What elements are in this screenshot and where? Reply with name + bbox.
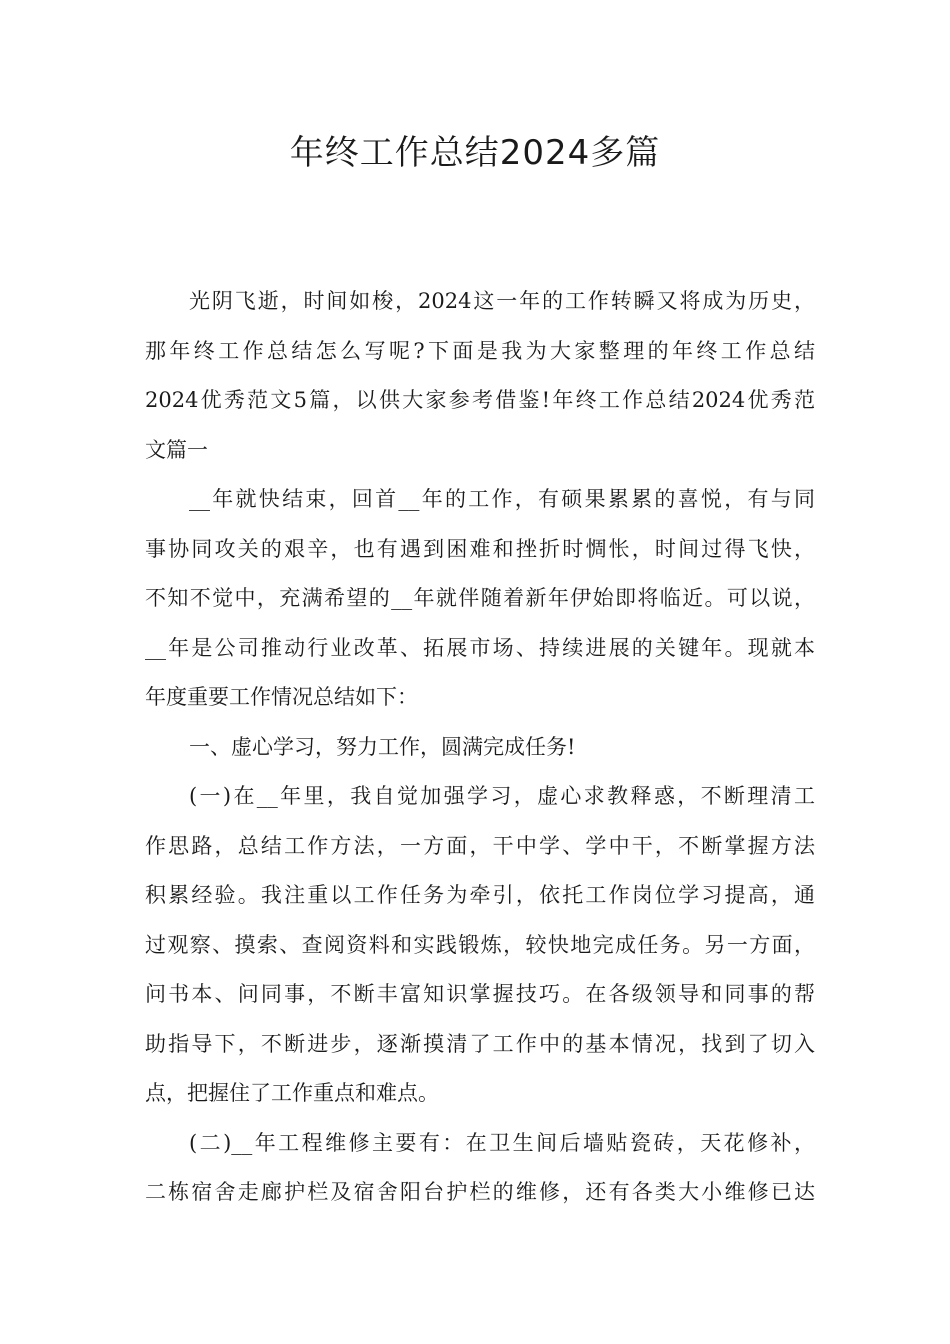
text-line: 助指导下，不断进步，逐渐摸清了工作中的基本情况，找到了切入 [145, 1031, 815, 1056]
text-line: 文篇一 [145, 437, 208, 462]
text-line: 事协同攻关的艰辛，也有遇到困难和挫折时惆怅，时间过得飞快， [145, 536, 815, 561]
text-line: 点，把握住了工作重点和难点。 [145, 1081, 439, 1105]
text-line: 那年终工作总结怎么写呢?下面是我为大家整理的年终工作总结 [145, 338, 815, 363]
document-title: 年终工作总结2024多篇 [289, 133, 661, 173]
text-line: 2024优秀范文5篇，以供大家参考借鉴!年终工作总结2024优秀范 [145, 388, 815, 412]
text-line: 作思路，总结工作方法，一方面，干中学、学中干，不断掌握方法 [145, 833, 815, 858]
text-line: 过观察、摸索、查阅资料和实践锻炼，较快地完成任务。另一方面， [145, 932, 815, 957]
text-line: __年就快结束，回首__年的工作，有硕果累累的喜悦，有与同 [189, 487, 815, 511]
text-line: (一)在__年里，我自觉加强学习，虚心求教释惑，不断理清工 [189, 784, 815, 808]
text-line: 不知不觉中，充满希望的__年就伴随着新年伊始即将临近。可以说， [145, 586, 815, 610]
text-line: 一、虚心学习，努力工作，圆满完成任务! [189, 734, 576, 759]
text-line: 二栋宿舍走廊护栏及宿舍阳台护栏的维修，还有各类大小维修已达 [145, 1180, 815, 1204]
text-line: 年度重要工作情况总结如下： [145, 685, 418, 709]
text-line: 积累经验。我注重以工作任务为牵引，依托工作岗位学习提高，通 [145, 883, 815, 907]
text-line: __年是公司推动行业改革、拓展市场、持续进展的关键年。现就本 [145, 635, 815, 660]
text-line: (二)__年工程维修主要有：在卫生间后墙贴瓷砖，天花修补， [189, 1130, 815, 1155]
text-line: 光阴飞逝，时间如梭，2024这一年的工作转瞬又将成为历史， [189, 289, 815, 313]
text-line: 问书本、问同事，不断丰富知识掌握技巧。在各级领导和同事的帮 [145, 982, 815, 1006]
document-body [145, 277, 815, 1218]
